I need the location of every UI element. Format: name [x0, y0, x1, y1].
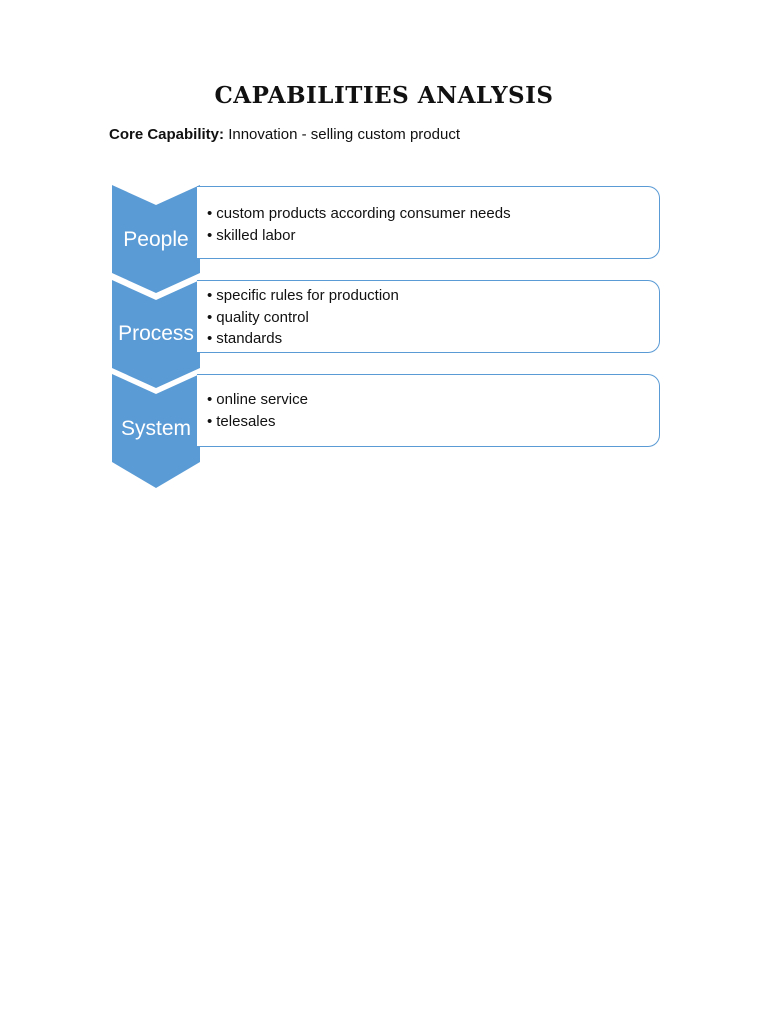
system-item: • online service	[207, 389, 308, 411]
system-list	[207, 389, 308, 432]
core-capability-line	[109, 126, 460, 143]
core-capability-value: Innovation - selling custom product	[224, 126, 460, 143]
capabilities-diagram	[112, 185, 664, 490]
process-box	[197, 280, 660, 353]
core-capability-label: Core Capability:	[109, 126, 225, 143]
page-title: CAPABILITIES ANALYSIS	[214, 82, 554, 109]
people-item: • skilled labor	[207, 225, 511, 247]
people-label: People	[123, 228, 189, 251]
people-item: • custom products according consumer needs	[207, 203, 511, 225]
process-list	[207, 285, 399, 350]
people-list	[207, 203, 511, 246]
process-item: • quality control	[207, 307, 399, 329]
system-item: • telesales	[207, 411, 308, 433]
system-box	[197, 374, 660, 447]
people-box	[197, 186, 660, 259]
process-item: • standards	[207, 328, 399, 350]
process-label: Process	[118, 322, 194, 345]
process-item: • specific rules for production	[207, 285, 399, 307]
system-label: System	[120, 417, 191, 440]
